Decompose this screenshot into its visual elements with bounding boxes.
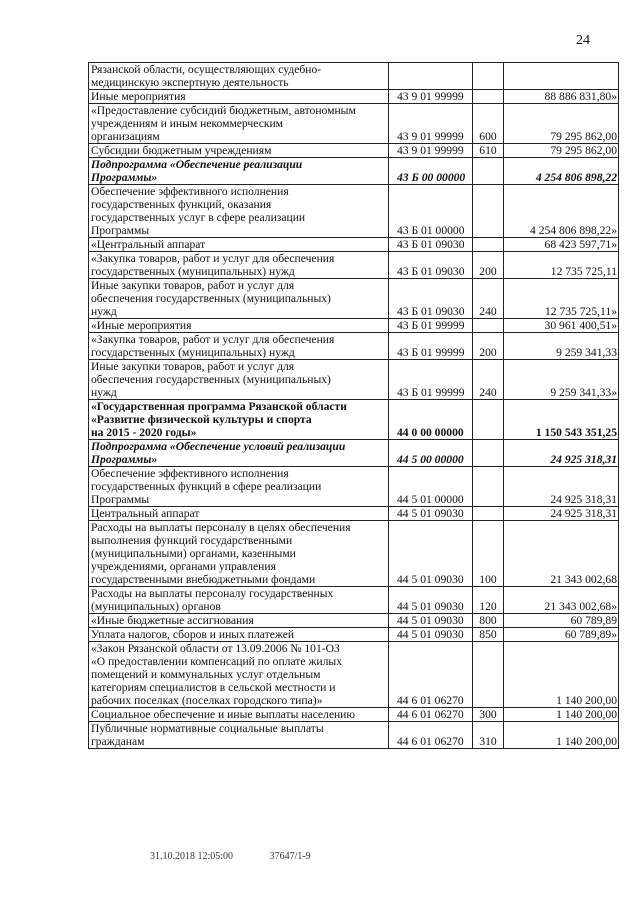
table-row [89,90,619,104]
expense-type-code-cell: 800 [473,614,504,628]
target-article-code-cell: 43 Б 01 99999 [389,319,473,333]
target-article-code-cell: 44 5 01 09030 [389,507,473,521]
table-row [89,642,619,708]
expense-type-code-cell: 120 [473,587,504,614]
item-name-cell: Подпрограмма «Обеспечение реализации Программы» [89,158,389,185]
item-name-cell: «Закупка товаров, работ и услуг для обеспечения государственных (муниципальных) нужд [89,333,389,360]
item-name-cell: Иные закупки товаров, работ и услуг для обеспечения государственных (муниципальных) нужд [89,279,389,319]
target-article-code-cell: 43 Б 00 00000 [389,158,473,185]
amount-cell: 4 254 806 898,22 [504,158,619,185]
amount-cell: 68 423 597,71» [504,238,619,252]
amount-cell: 24 925 318,31 [504,440,619,467]
amount-cell: 1 140 200,00 [504,722,619,749]
target-article-code-cell: 43 Б 01 09030 [389,279,473,319]
amount-cell: 9 259 341,33 [504,333,619,360]
expense-type-code-cell: 310 [473,722,504,749]
item-name-cell: Уплата налогов, сборов и иных платежей [89,628,389,642]
expense-type-code-cell [473,90,504,104]
budget-table-body [89,63,619,749]
item-name-cell: «Предоставление субсидий бюджетным, автономным учреждениям и иным некоммерческим организациям [89,104,389,144]
target-article-code-cell: 43 Б 01 09030 [389,238,473,252]
target-article-code-cell: 43 Б 01 99999 [389,333,473,360]
amount-cell [504,63,619,90]
expense-type-code-cell [473,400,504,440]
amount-cell: 1 140 200,00 [504,708,619,722]
amount-cell: 60 789,89 [504,614,619,628]
item-name-cell: «Закон Рязанской области от 13.09.2006 № 101-ОЗ «О предоставлении компенсаций по оплате жилых помещений и коммунальных услуг отдельным категориям специалистов в сельской местности и рабочих поселках (поселках городского типа)» [89,642,389,708]
amount-cell: 21 343 002,68 [504,521,619,587]
expense-type-code-cell: 100 [473,521,504,587]
table-row [89,628,619,642]
item-name-cell: «Закупка товаров, работ и услуг для обеспечения государственных (муниципальных) нужд [89,252,389,279]
expense-type-code-cell [473,467,504,507]
item-name-cell: Расходы на выплаты персоналу в целях обеспечения выполнения функций государственными (муниципальными) органами, казенными учреждениями, органами управления государственными внебюджетными фондами [89,521,389,587]
amount-cell: 24 925 318,31 [504,507,619,521]
amount-cell: 12 735 725,11 [504,252,619,279]
table-row [89,144,619,158]
expense-type-code-cell [473,440,504,467]
item-name-cell: Подпрограмма «Обеспечение условий реализации Программы» [89,440,389,467]
table-row [89,158,619,185]
target-article-code-cell [389,63,473,90]
item-name-cell: «Иные бюджетные ассигнования [89,614,389,628]
expense-type-code-cell [473,642,504,708]
amount-cell: 12 735 725,11» [504,279,619,319]
table-row [89,252,619,279]
amount-cell: 30 961 400,51» [504,319,619,333]
item-name-cell: Центральный аппарат [89,507,389,521]
table-row [89,400,619,440]
item-name-cell: Субсидии бюджетным учреждениям [89,144,389,158]
expense-type-code-cell [473,158,504,185]
expense-type-code-cell: 240 [473,279,504,319]
table-row [89,104,619,144]
table-row [89,587,619,614]
table-row [89,614,619,628]
page-number: 24 [576,33,590,48]
expense-type-code-cell [473,238,504,252]
item-name-cell: Обеспечение эффективного исполнения государственных функций, оказания государственных услуг в сфере реализации Программы [89,185,389,238]
amount-cell: 79 295 862,00 [504,104,619,144]
footer-doc-id: 37647/1-9 [269,851,311,862]
target-article-code-cell: 44 5 01 09030 [389,587,473,614]
target-article-code-cell: 44 5 01 09030 [389,628,473,642]
target-article-code-cell: 43 Б 01 00000 [389,185,473,238]
expense-type-code-cell [473,319,504,333]
item-name-cell: Расходы на выплаты персоналу государственных (муниципальных) органов [89,587,389,614]
table-row [89,507,619,521]
expense-type-code-cell: 200 [473,252,504,279]
item-name-cell: Рязанской области, осуществляющих судебно- медицинскую экспертную деятельность [89,63,389,90]
item-name-cell: «Центральный аппарат [89,238,389,252]
expense-type-code-cell: 240 [473,360,504,400]
target-article-code-cell: 43 9 01 99999 [389,104,473,144]
item-name-cell: Обеспечение эффективного исполнения государственных функций в сфере реализации Программы [89,467,389,507]
table-row [89,319,619,333]
target-article-code-cell: 44 6 01 06270 [389,722,473,749]
target-article-code-cell: 44 5 01 09030 [389,614,473,628]
item-name-cell: «Иные мероприятия [89,319,389,333]
item-name-cell: Социальное обеспечение и иные выплаты населению [89,708,389,722]
amount-cell: 4 254 806 898,22» [504,185,619,238]
target-article-code-cell: 44 5 00 00000 [389,440,473,467]
footer-timestamp: 31.10.2018 12:05:00 [150,851,234,862]
expense-type-code-cell [473,63,504,90]
target-article-code-cell: 44 0 00 00000 [389,400,473,440]
item-name-cell: Публичные нормативные социальные выплаты гражданам [89,722,389,749]
amount-cell: 79 295 862,00 [504,144,619,158]
table-row [89,238,619,252]
table-row [89,521,619,587]
amount-cell: 24 925 318,31 [504,467,619,507]
table-row [89,708,619,722]
amount-cell: 21 343 002,68» [504,587,619,614]
expense-type-code-cell: 600 [473,104,504,144]
table-row [89,467,619,507]
target-article-code-cell: 43 Б 01 99999 [389,360,473,400]
expense-type-code-cell: 610 [473,144,504,158]
table-row [89,440,619,467]
amount-cell: 88 886 831,80» [504,90,619,104]
footer-stamp [150,851,345,862]
target-article-code-cell: 43 9 01 99999 [389,90,473,104]
expense-type-code-cell: 850 [473,628,504,642]
expense-type-code-cell [473,185,504,238]
item-name-cell: «Государственная программа Рязанской области «Развитие физической культуры и спорта на 2015 - 2020 годы» [89,400,389,440]
item-name-cell: Иные закупки товаров, работ и услуг для обеспечения государственных (муниципальных) нужд [89,360,389,400]
target-article-code-cell: 44 5 01 09030 [389,521,473,587]
amount-cell: 9 259 341,33» [504,360,619,400]
expense-type-code-cell: 200 [473,333,504,360]
amount-cell: 1 140 200,00 [504,642,619,708]
target-article-code-cell: 43 9 01 99999 [389,144,473,158]
table-row [89,722,619,749]
amount-cell: 1 150 543 351,25 [504,400,619,440]
item-name-cell: Иные мероприятия [89,90,389,104]
amount-cell: 60 789,89» [504,628,619,642]
target-article-code-cell: 43 Б 01 09030 [389,252,473,279]
budget-table [88,62,619,749]
table-row [89,360,619,400]
table-row [89,185,619,238]
table-row [89,333,619,360]
table-row [89,279,619,319]
target-article-code-cell: 44 6 01 06270 [389,642,473,708]
target-article-code-cell: 44 5 01 00000 [389,467,473,507]
target-article-code-cell: 44 6 01 06270 [389,708,473,722]
expense-type-code-cell [473,507,504,521]
table-row [89,63,619,90]
expense-type-code-cell: 300 [473,708,504,722]
